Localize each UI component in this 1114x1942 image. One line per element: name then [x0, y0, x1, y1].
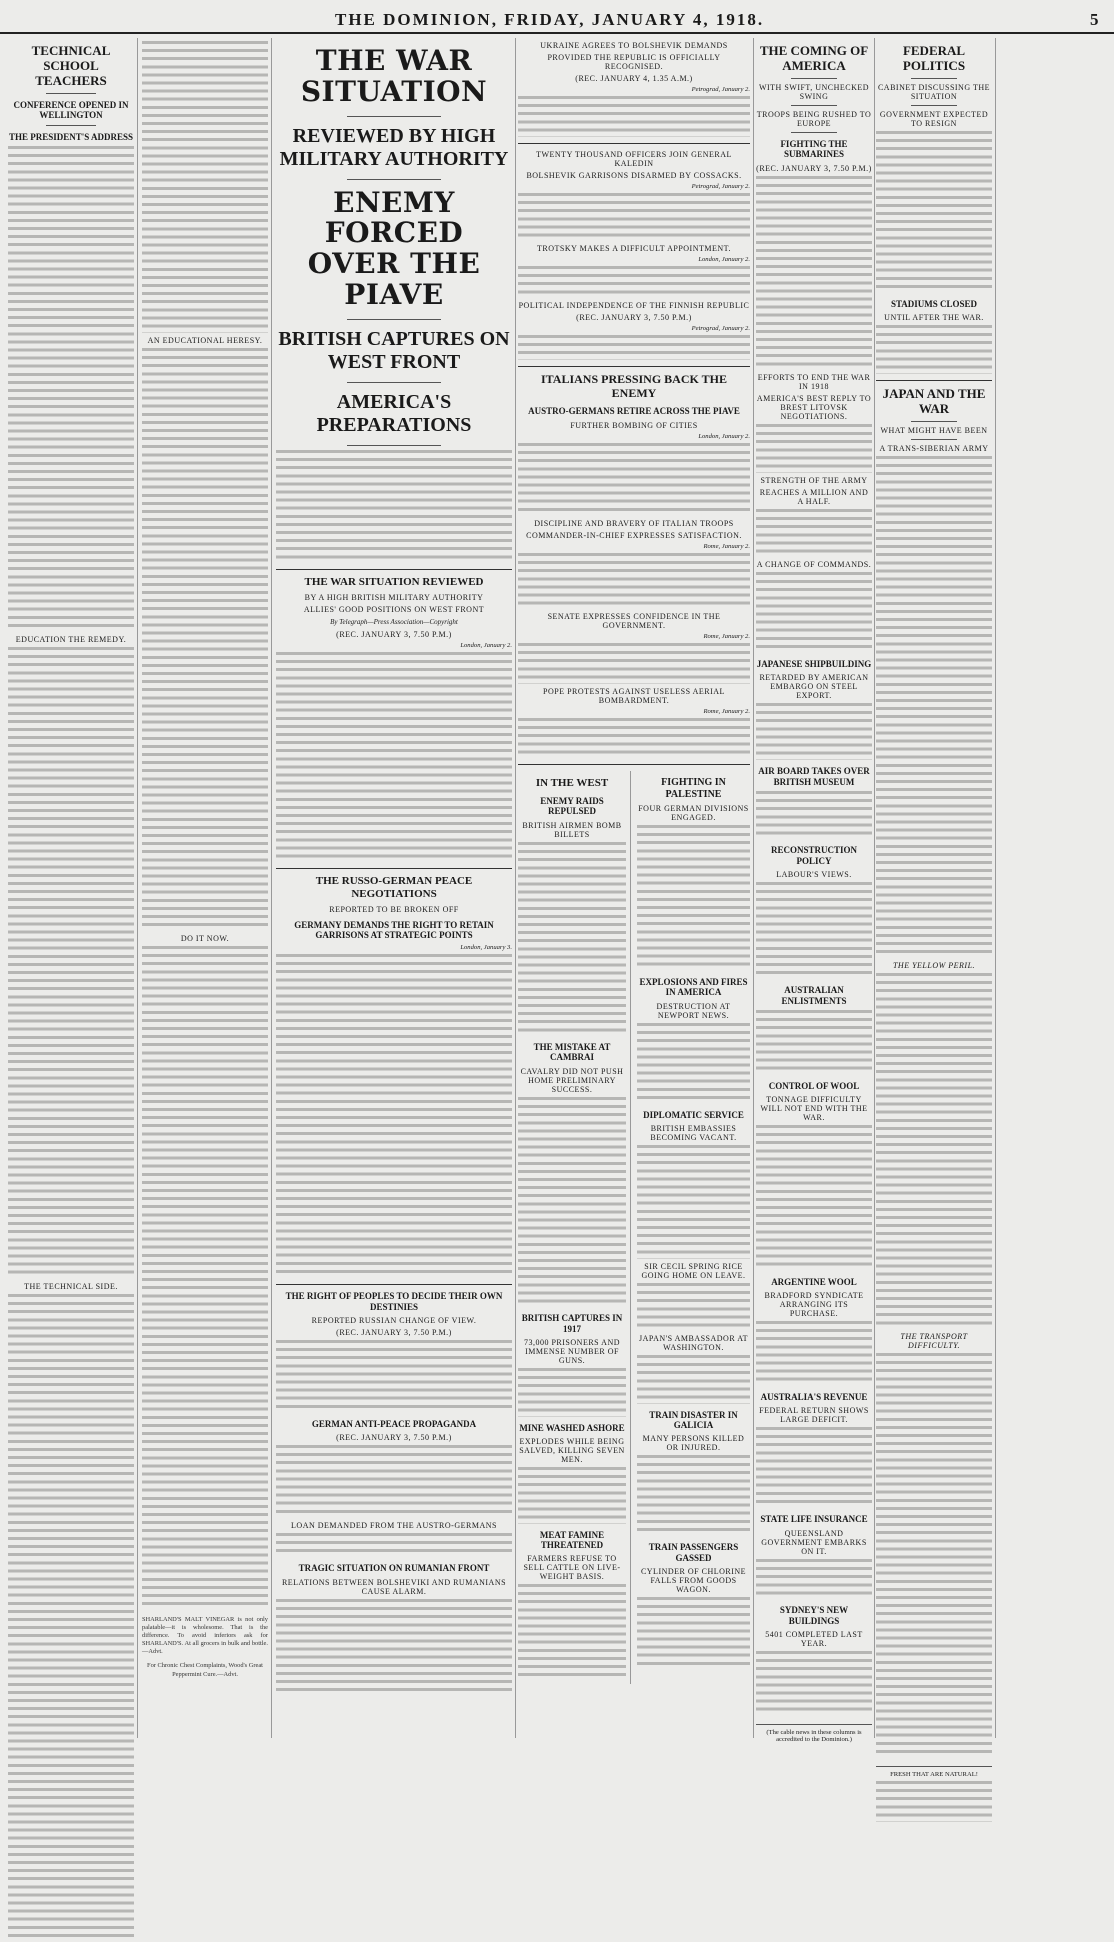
article-headline: LOAN DEMANDED FROM THE AUSTRO-GERMANS	[291, 1521, 497, 1531]
cable-notice: (The cable news in these columns is accredited to the Dominion.)	[756, 1724, 872, 1743]
article-headline: TECHNICAL SCHOOL TEACHERS	[31, 43, 111, 88]
article-headline: TRAIN DISASTER IN GALICIA	[649, 1409, 738, 1431]
article-subhead: CONFERENCE OPENED IN WELLINGTON	[13, 99, 129, 121]
article-headline: A CHANGE OF COMMANDS.	[756, 560, 872, 570]
dateline: Petrograd, January 2.	[691, 182, 750, 190]
article-subhead: GERMANY DEMANDS THE RIGHT TO RETAIN GARRISONS AT STRATEGIC POINTS	[294, 919, 494, 941]
dateline: Petrograd, January 2.	[691, 86, 750, 93]
advertisement-body	[876, 1781, 992, 1822]
main-subheadline: REVIEWED BY HIGH MILITARY AUTHORITY	[279, 124, 509, 170]
article-subhead: GOVERNMENT EXPECTED TO RESIGN	[879, 109, 989, 128]
advertisement: SHARLAND'S MALT VINEGAR is not only palatable—it is wholesome. That is the difference. To avoid inferiors ask for SHARLAND'S. At all grocers in bulk and bottle.—Advt.	[142, 1615, 268, 1656]
article-headline: STADIUMS CLOSED	[890, 298, 978, 309]
article-subhead: RELATIONS BETWEEN BOLSHEVIKI AND RUMANIANS CAUSE ALARM.	[281, 1577, 507, 1596]
section-subhead: DO IT NOW.	[180, 933, 230, 943]
article-subhead: EXPLODES WHILE BEING SALVED, KILLING SEVEN MEN.	[519, 1436, 625, 1464]
article-subhead: REPORTED RUSSIAN CHANGE OF VIEW.	[311, 1316, 477, 1326]
masthead-title: THE DOMINION, FRIDAY, JANUARY 4, 1918.	[335, 10, 765, 29]
rec-line: (REC. JANUARY 3, 7.50 P.M.)	[576, 313, 692, 323]
column-america	[756, 38, 872, 1743]
article-headline: FEDERAL POLITICS	[902, 43, 966, 73]
column-rule	[515, 38, 516, 1738]
section-subhead: THE YELLOW PERIL.	[892, 960, 976, 970]
article-body	[142, 348, 268, 931]
article-subhead: BRADFORD SYNDICATE ARRANGING ITS PURCHASE.	[764, 1291, 864, 1319]
article-headline: ARGENTINE WOOL	[771, 1276, 857, 1287]
article-body	[8, 647, 134, 1279]
article-body	[518, 266, 750, 298]
article-subhead: 5401 COMPLETED LAST YEAR.	[765, 1629, 863, 1648]
article-body	[756, 572, 872, 653]
rec-line: (REC. JANUARY 3, 7.50 P.M.)	[336, 1433, 452, 1443]
article-headline: FIGHTING IN PALESTINE	[661, 777, 726, 800]
article-body	[518, 718, 750, 759]
article-subhead: BRITISH AIRMEN BOMB BILLETS	[522, 820, 622, 839]
article-headline: THE RIGHT OF PEOPLES TO DECIDE THEIR OWN DESTINIES	[285, 1291, 503, 1312]
article-headline: STATE LIFE INSURANCE	[760, 1514, 868, 1525]
article-subhead: QUEENSLAND GOVERNMENT EMBARKS ON IT.	[761, 1528, 867, 1556]
article-body	[756, 882, 872, 979]
article-body	[876, 456, 992, 958]
section-subhead: THE TRANSPORT DIFFICULTY.	[900, 1332, 968, 1351]
article-intro	[276, 450, 512, 563]
article-headline: JAPAN AND THE WAR	[882, 385, 986, 416]
article-subhead: DESTRUCTION AT NEWPORT NEWS.	[656, 1001, 731, 1020]
column-rule	[874, 38, 875, 1738]
article-headline: POLITICAL INDEPENDENCE OF THE FINNISH REPUBLIC	[518, 301, 750, 311]
article-body	[276, 1533, 512, 1557]
article-body	[876, 131, 992, 293]
advertisement: FRESH THAT ARE NATURAL!	[876, 1766, 992, 1778]
article-headline: TWENTY THOUSAND OFFICERS JOIN GENERAL KALEDIN	[536, 149, 732, 168]
main-subheadline: ENEMY FORCED OVER THE PIAVE	[307, 185, 481, 311]
section-subhead: THE TECHNICAL SIDE.	[24, 1281, 118, 1291]
article-body	[756, 703, 872, 760]
article-body	[637, 1597, 750, 1670]
article-subhead: LABOUR'S VIEWS.	[776, 870, 852, 880]
article-headline: AIR BOARD TAKES OVER BRITISH MUSEUM	[758, 766, 870, 787]
main-subheadline: BRITISH CAPTURES ON WEST FRONT	[278, 327, 510, 373]
dateline: London, January 2.	[698, 432, 750, 440]
article-body	[876, 325, 992, 374]
article-body	[637, 1455, 750, 1536]
article-headline: ITALIANS PRESSING BACK THE ENEMY	[541, 371, 727, 400]
article-subhead: BRITISH EMBASSIES BECOMING VACANT.	[650, 1124, 737, 1143]
article-headline: CONTROL OF WOOL	[768, 1080, 860, 1091]
advertisement: For Chronic Chest Complaints, Wood's Great Peppermint Cure.—Advt.	[147, 1662, 263, 1678]
article-headline: GERMAN ANTI-PEACE PROPAGANDA	[311, 1418, 477, 1429]
article-headline: TRAIN PASSENGERS GASSED	[648, 1542, 739, 1563]
article-headline: BRITISH CAPTURES IN 1917	[521, 1313, 623, 1334]
article-subhead: CYLINDER OF CHLORINE FALLS FROM GOODS WAGON.	[640, 1567, 747, 1595]
article-body	[756, 1010, 872, 1075]
article-subhead: AMERICA'S BEST REPLY TO BREST LITOVSK NEGOTIATIONS.	[756, 393, 872, 421]
article-headline: UKRAINE AGREES TO BOLSHEVIK DEMANDS	[540, 41, 728, 50]
article-subhead: THE PRESIDENT'S ADDRESS	[8, 131, 134, 142]
article-body	[518, 335, 750, 359]
article-subhead: WITH SWIFT, UNCHECKED SWING	[758, 82, 870, 101]
dateline: London, January 2.	[698, 256, 750, 264]
article-headline: THE MISTAKE AT CAMBRAI	[533, 1042, 611, 1063]
article-headline: SENATE EXPRESSES CONFIDENCE IN THE GOVERNMENT.	[547, 612, 721, 631]
article-body	[756, 424, 872, 473]
article-body	[276, 652, 512, 863]
article-headline: THE RUSSO-GERMAN PEACE NEGOTIATIONS	[315, 875, 473, 901]
article-subhead: FARMERS REFUSE TO SELL CATTLE ON LIVE-WEIGHT BASIS.	[523, 1554, 621, 1582]
column-rule	[271, 38, 272, 1738]
article-subhead: TROOPS BEING RUSHED TO EUROPE	[756, 109, 872, 128]
dateline: Rome, January 2.	[703, 633, 750, 641]
article-subhead: ALLIES' GOOD POSITIONS ON WEST FRONT	[303, 604, 485, 614]
article-subhead: 73,000 PRISONERS AND IMMENSE NUMBER OF GUNS.	[523, 1337, 620, 1365]
article-headline: JAPANESE SHIPBUILDING	[756, 659, 872, 670]
article-headline: DISCIPLINE AND BRAVERY OF ITALIAN TROOPS	[534, 518, 734, 528]
rec-line: (REC. JANUARY 3, 7.50 P.M.)	[756, 163, 872, 173]
article-body	[518, 842, 626, 1036]
section-subhead: AN EDUCATIONAL HERESY.	[147, 335, 263, 345]
article-subhead: REPORTED TO BE BROKEN OFF	[329, 904, 459, 914]
article-body	[637, 1023, 750, 1104]
dateline: Rome, January 2.	[703, 542, 750, 550]
article-body	[756, 509, 872, 558]
article-body	[518, 1097, 626, 1308]
article-subhead: BOLSHEVIK GARRISONS DISARMED BY COSSACKS.	[526, 170, 742, 180]
rec-line: (REC. JANUARY 3, 7.50 P.M.)	[336, 1328, 452, 1338]
article-body	[637, 825, 750, 971]
article-headline: SYDNEY'S NEW BUILDINGS	[779, 1605, 849, 1626]
article-body	[756, 1427, 872, 1508]
article-body	[276, 1340, 512, 1413]
article-body	[876, 973, 992, 1329]
article-body	[756, 1321, 872, 1386]
column-federal-politics	[876, 38, 992, 1779]
article-subhead: AUSTRO-GERMANS RETIRE ACROSS THE PIAVE	[528, 406, 740, 417]
article-body	[276, 1599, 512, 1696]
rec-line: (REC. JANUARY 4, 1.35 A.M.)	[575, 74, 693, 83]
article-subhead: WHAT MIGHT HAVE BEEN	[880, 425, 988, 435]
column-war-situation	[276, 38, 512, 1738]
article-subhead: BY A HIGH BRITISH MILITARY AUTHORITY	[304, 592, 484, 602]
article-subhead: MANY PERSONS KILLED OR INJURED.	[642, 1434, 745, 1453]
article-body	[518, 193, 750, 242]
article-headline: TROTSKY MAKES A DIFFICULT APPOINTMENT.	[537, 244, 731, 254]
article-body	[756, 1125, 872, 1271]
article-body	[518, 1584, 626, 1681]
article-body	[276, 954, 512, 1278]
article-subhead: RETARDED BY AMERICAN EMBARGO ON STEEL EXPORT.	[759, 673, 869, 701]
article-body	[518, 553, 750, 610]
article-body	[637, 1355, 750, 1404]
article-body	[518, 1467, 626, 1524]
column-rule	[995, 38, 996, 1738]
article-headline: EFFORTS TO END THE WAR IN 1918	[757, 372, 871, 391]
column-technical-teachers-cont	[142, 38, 268, 1738]
article-body	[518, 96, 750, 137]
article-subhead: ENEMY RAIDS REPULSED	[540, 795, 604, 817]
article-subhead: FURTHER BOMBING OF CITIES	[570, 420, 698, 430]
article-body	[756, 791, 872, 840]
article-body	[142, 41, 268, 333]
article-headline: RECONSTRUCTION POLICY	[770, 845, 857, 866]
dateline: London, January 2.	[460, 641, 512, 649]
column-russia-italy	[518, 38, 750, 1738]
article-subhead: COMMANDER-IN-CHIEF EXPRESSES SATISFACTION.	[526, 530, 742, 540]
article-subhead: FOUR GERMAN DIVISIONS ENGAGED.	[638, 804, 749, 823]
masthead	[0, 0, 1114, 34]
article-subhead: CAVALRY DID NOT PUSH HOME PRELIMINARY SUCCESS.	[520, 1066, 624, 1094]
main-headline: THE WAR SITUATION	[300, 44, 488, 108]
article-body	[8, 146, 134, 632]
article-headline: MEAT FAMINE THREATENED	[539, 1529, 605, 1550]
article-body	[756, 1559, 872, 1600]
article-subhead: UNTIL AFTER THE WAR.	[884, 313, 984, 323]
main-subheadline: AMERICA'S PREPARATIONS	[316, 390, 472, 436]
article-headline: POPE PROTESTS AGAINST USELESS AERIAL BOMBARDMENT.	[543, 686, 725, 705]
article-headline: IN THE WEST	[535, 777, 609, 790]
article-body	[276, 1445, 512, 1518]
article-subhead: PROVIDED THE REPUBLIC IS OFFICIALLY RECOGNISED.	[547, 53, 721, 71]
article-body	[518, 643, 750, 684]
article-headline: DIPLOMATIC SERVICE	[643, 1109, 744, 1120]
article-headline: EXPLOSIONS AND FIRES IN AMERICA	[639, 977, 748, 998]
dateline: Petrograd, January 2.	[691, 325, 750, 333]
article-headline: AUSTRALIA'S REVENUE	[760, 1392, 868, 1403]
article-subhead: CABINET DISCUSSING THE SITUATION	[877, 82, 991, 101]
article-body	[637, 1283, 750, 1332]
article-subhead: REACHES A MILLION AND A HALF.	[759, 487, 869, 506]
article-headline: JAPAN'S AMBASSADOR AT WASHINGTON.	[638, 1334, 748, 1353]
copyright-line: By Telegraph—Press Association—Copyright	[330, 617, 458, 626]
article-body	[876, 1353, 992, 1758]
article-subhead: TONNAGE DIFFICULTY WILL NOT END WITH THE WAR.	[760, 1095, 868, 1123]
article-body	[637, 1145, 750, 1258]
article-body	[518, 443, 750, 516]
column-rule	[137, 38, 138, 1738]
article-headline: SIR CECIL SPRING RICE GOING HOME ON LEAVE.	[641, 1261, 746, 1280]
article-body	[756, 1651, 872, 1716]
rec-line: (REC. JANUARY 3, 7.50 P.M.)	[336, 629, 452, 639]
article-headline: TRAGIC SITUATION ON RUMANIAN FRONT	[298, 1563, 490, 1574]
article-body	[142, 946, 268, 1610]
dateline: London, January 3.	[460, 944, 512, 952]
article-headline: FIGHTING THE SUBMARINES	[780, 138, 848, 160]
article-headline: THE COMING OF AMERICA	[759, 43, 869, 73]
article-headline: THE WAR SITUATION REVIEWED	[304, 576, 484, 589]
article-body	[8, 1294, 134, 1942]
article-headline: STRENGTH OF THE ARMY	[760, 475, 868, 485]
page-number: 5	[1090, 10, 1101, 29]
article-body	[756, 176, 872, 370]
dateline: Rome, January 2.	[703, 707, 750, 715]
column-rule	[753, 38, 754, 1738]
article-body	[518, 1368, 626, 1417]
article-headline: AUSTRALIAN ENLISTMENTS	[781, 985, 847, 1006]
article-headline: MINE WASHED ASHORE	[519, 1422, 625, 1433]
column-technical-teachers	[8, 38, 134, 1738]
article-subhead: A TRANS-SIBERIAN ARMY	[879, 443, 989, 453]
section-subhead: EDUCATION THE REMEDY.	[15, 634, 127, 644]
article-subhead: FEDERAL RETURN SHOWS LARGE DEFICIT.	[759, 1406, 869, 1425]
